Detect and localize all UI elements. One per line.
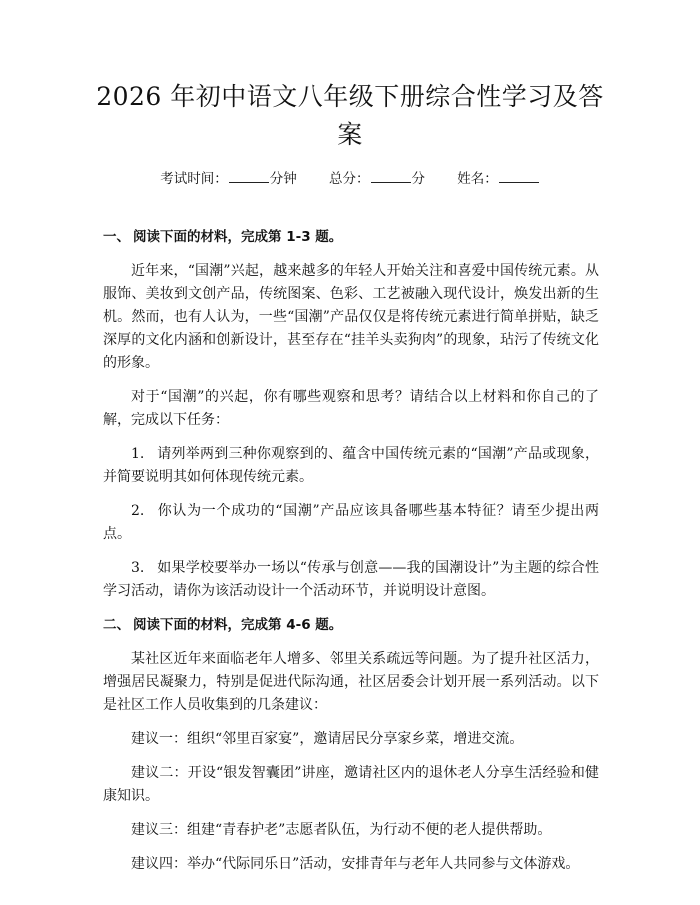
total-score-field <box>329 168 425 189</box>
question-text: 你认为一个成功的“国潮”产品应该具备哪些基本特征？请至少提出两点。 <box>103 503 599 542</box>
question-number: 1. <box>131 446 145 462</box>
section-heading-text: 阅读下面的材料，完成第 1-3 题。 <box>133 229 343 245</box>
document-body <box>103 226 599 887</box>
total-score-unit: 分 <box>411 171 425 187</box>
section-heading-1 <box>103 226 599 249</box>
exam-info-line <box>0 168 700 189</box>
question-text: 如果学校要举办一场以“传承与创意——我的国潮设计”为主题的综合性学习活动，请你为该活动设计一个活动环节，并说明设计意图。 <box>103 560 599 599</box>
total-score-blank[interactable] <box>371 168 411 183</box>
section-number: 二、 <box>103 617 130 633</box>
question-text: 请列举两到三种你观察到的、蕴含中国传统元素的“国潮”产品或现象，并简要说明其如何体现传统元素。 <box>103 446 599 485</box>
section-heading-text: 阅读下面的材料，完成第 4-6 题。 <box>133 617 343 633</box>
suggestion-4: 建议四：举办“代际同乐日”活动，安排青年与老年人共同参与文体游戏。 <box>131 856 580 872</box>
section-heading-2 <box>103 614 599 637</box>
exam-time-unit: 分钟 <box>269 171 297 187</box>
task-instruction: 对于“国潮”的兴起，你有哪些观察和思考？请结合以上材料和你自己的了解，完成以下任务： <box>103 389 599 428</box>
material-paragraph: 某社区近年来面临老年人增多、邻里关系疏远等问题。为了提升社区活力，增强居民凝聚力，特别是促进代际沟通，社区居委会计划开展一系列活动。以下是社区工作人员收集到的几条建议： <box>103 651 599 713</box>
document-title: 2026 年初中语文八年级下册综合性学习及答案 <box>96 82 604 149</box>
suggestion-2: 建议二：开设“银发智囊团”讲座，邀请社区内的退休老人分享生活经验和健康知识。 <box>103 765 599 804</box>
question-number: 3. <box>131 560 145 576</box>
question-2 <box>103 500 599 546</box>
exam-time-blank[interactable] <box>229 168 269 183</box>
suggestion-1: 建议一：组织“邻里百家宴”，邀请居民分享家乡菜，增进交流。 <box>131 731 524 747</box>
student-name-blank[interactable] <box>499 168 539 183</box>
exam-time-field <box>160 168 297 189</box>
student-name-field <box>457 168 540 189</box>
question-3 <box>103 557 599 603</box>
exam-time-label: 考试时间： <box>160 171 228 187</box>
question-number: 2. <box>131 503 145 519</box>
suggestion-3: 建议三：组建“青春护老”志愿者队伍，为行动不便的老人提供帮助。 <box>131 822 552 838</box>
section-number: 一、 <box>103 229 130 245</box>
material-paragraph: 近年来，“国潮”兴起，越来越多的年轻人开始关注和喜爱中国传统元素。从服饰、美妆到文创产品，传统图案、色彩、工艺被融入现代设计，焕发出新的生机。然而，也有人认为，一些“国潮”产品仅仅是将传统元素进行简单拼贴，缺乏深厚的文化内涵和创新设计，甚至存在“挂羊头卖狗肉”的现象，玷污了传统文化的形象。 <box>103 263 599 371</box>
total-score-label: 总分： <box>329 171 370 187</box>
question-1 <box>103 443 599 489</box>
student-name-label: 姓名： <box>457 171 498 187</box>
